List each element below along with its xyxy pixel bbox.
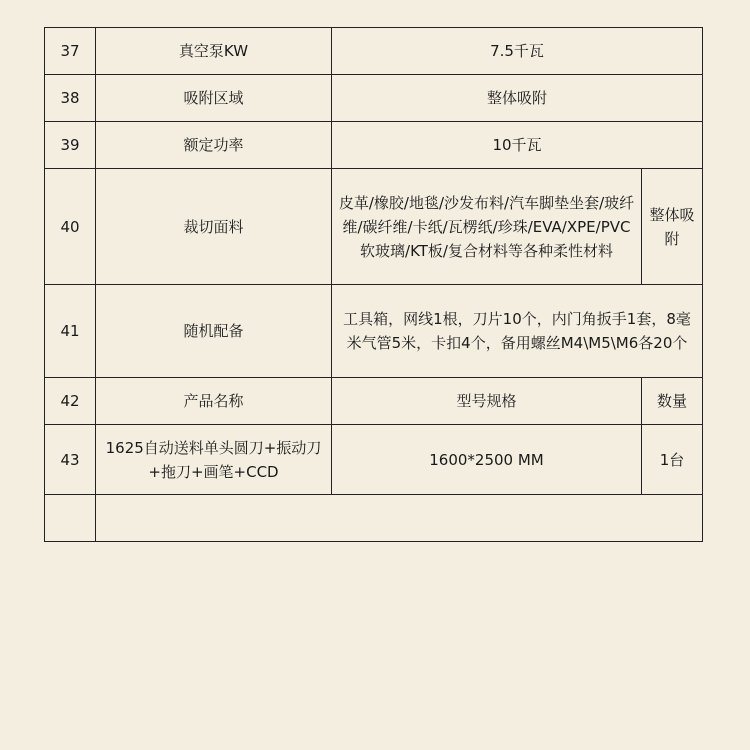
row-number: 43 [45,425,96,495]
param-value: 整体吸附 [332,75,703,122]
column-header-model: 型号规格 [332,378,642,425]
row-number: 38 [45,75,96,122]
param-value: 7.5千瓦 [332,28,703,75]
table-row [45,425,703,495]
table-row [45,28,703,75]
param-name: 真空泵KW [96,28,332,75]
table-row [45,378,703,425]
empty-cell [96,495,703,542]
table-row [45,75,703,122]
param-value: 皮革/橡胶/地毯/沙发布料/汽车脚垫坐套/玻纤维/碳纤维/卡纸/瓦楞纸/珍珠/EVA/XPE/PVC软玻璃/KT板/复合材料等各种柔性材料 [332,169,642,285]
param-value: 10千瓦 [332,122,703,169]
param-name: 额定功率 [96,122,332,169]
param-name: 裁切面料 [96,169,332,285]
product-model: 1600*2500 MM [332,425,642,495]
param-value: 工具箱，网线1根，刀片10个，内门角扳手1套，8毫米气管5米，卡扣4个，备用螺丝M4\M5\M6各20个 [332,285,703,378]
table-row [45,285,703,378]
row-number: 37 [45,28,96,75]
row-number: 40 [45,169,96,285]
product-name: 1625自动送料单头圆刀+振动刀+拖刀+画笔+CCD [96,425,332,495]
table-row [45,495,703,542]
param-name: 随机配备 [96,285,332,378]
spec-table [44,27,703,542]
row-number: 42 [45,378,96,425]
row-number: 39 [45,122,96,169]
param-extra: 整体吸附 [642,169,703,285]
product-quantity: 1台 [642,425,703,495]
table-row [45,122,703,169]
param-name: 吸附区域 [96,75,332,122]
row-number [45,495,96,542]
row-number: 41 [45,285,96,378]
column-header-quantity: 数量 [642,378,703,425]
column-header-product: 产品名称 [96,378,332,425]
table-row [45,169,703,285]
